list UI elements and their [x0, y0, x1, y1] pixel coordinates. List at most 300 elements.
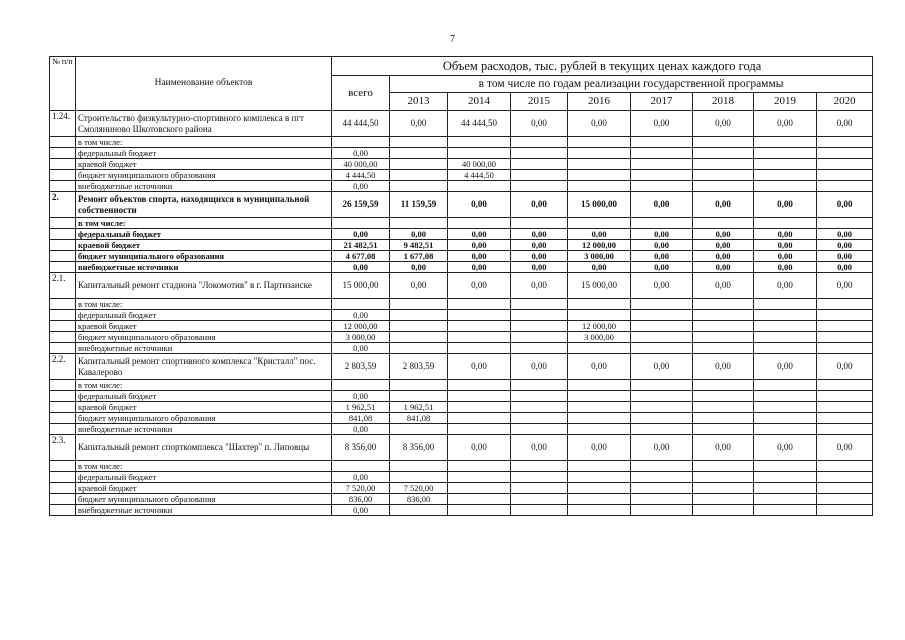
row-number [50, 310, 76, 321]
row-name: краевой бюджет [76, 483, 332, 494]
header-num: № п/п [50, 57, 76, 111]
row-name: федеральный бюджет [76, 229, 332, 240]
row-number [50, 402, 76, 413]
row-year-value [817, 380, 873, 391]
row-year-value [448, 472, 511, 483]
header-year: 2019 [754, 93, 817, 111]
row-year-value: 0,00 [754, 435, 817, 461]
row-year-value: 0,00 [817, 354, 873, 380]
row-year-value [693, 299, 754, 310]
row-year-value [817, 424, 873, 435]
row-year-value [754, 483, 817, 494]
row-year-value [817, 402, 873, 413]
row-year-value [568, 472, 631, 483]
row-year-value [631, 181, 693, 192]
row-year-value [390, 137, 448, 148]
row-year-value [568, 424, 631, 435]
row-year-value [693, 494, 754, 505]
row-year-value [817, 494, 873, 505]
row-number [50, 494, 76, 505]
row-number [50, 218, 76, 229]
table-body [50, 111, 873, 516]
row-year-value [448, 483, 511, 494]
row-year-value [390, 299, 448, 310]
row-year-value: 0,00 [631, 354, 693, 380]
row-total: 0,00 [332, 262, 390, 273]
row-year-value [390, 310, 448, 321]
row-number: 2.1. [50, 273, 76, 299]
row-year-value: 0,00 [511, 229, 568, 240]
row-year-value: 0,00 [448, 229, 511, 240]
header-year: 2020 [817, 93, 873, 111]
table-row-source [50, 380, 873, 391]
row-year-value [754, 181, 817, 192]
row-year-value [448, 332, 511, 343]
row-year-value: 0,00 [693, 273, 754, 299]
row-year-value [511, 159, 568, 170]
row-year-value [754, 148, 817, 159]
row-year-value: 836,00 [390, 494, 448, 505]
row-year-value: 0,00 [568, 229, 631, 240]
row-year-value: 15 000,00 [568, 273, 631, 299]
row-year-value: 0,00 [693, 435, 754, 461]
row-total: 0,00 [332, 472, 390, 483]
row-year-value [754, 299, 817, 310]
row-year-value [817, 170, 873, 181]
row-year-value [511, 299, 568, 310]
row-year-value [511, 310, 568, 321]
row-year-value [693, 137, 754, 148]
row-year-value: 9 482,51 [390, 240, 448, 251]
row-number [50, 391, 76, 402]
row-year-value: 1 677,08 [390, 251, 448, 262]
row-year-value [568, 483, 631, 494]
row-year-value [511, 461, 568, 472]
row-name: федеральный бюджет [76, 472, 332, 483]
row-year-value [631, 137, 693, 148]
row-name: бюджет муниципального образования [76, 332, 332, 343]
row-year-value [390, 170, 448, 181]
row-year-value: 0,00 [448, 251, 511, 262]
row-year-value: 12 000,00 [568, 321, 631, 332]
row-name: внебюджетные источники [76, 181, 332, 192]
row-year-value [511, 391, 568, 402]
row-year-value: 0,00 [390, 229, 448, 240]
row-name: в том числе: [76, 380, 332, 391]
row-year-value: 0,00 [448, 262, 511, 273]
table-row-source [50, 391, 873, 402]
row-year-value [631, 391, 693, 402]
row-year-value: 0,00 [631, 435, 693, 461]
row-year-value: 0,00 [817, 435, 873, 461]
row-year-value [390, 343, 448, 354]
row-year-value [511, 413, 568, 424]
row-year-value [693, 380, 754, 391]
row-year-value [448, 137, 511, 148]
row-total: 0,00 [332, 424, 390, 435]
row-year-value: 0,00 [817, 262, 873, 273]
table-row-source [50, 170, 873, 181]
row-year-value [390, 159, 448, 170]
row-year-value [448, 380, 511, 391]
row-name: Капитальный ремонт спортивного комплекса "Кристалл" пос. Кавалерово [76, 354, 332, 380]
row-year-value [631, 505, 693, 516]
row-year-value: 3 000,00 [568, 251, 631, 262]
row-year-value: 12 000,00 [568, 240, 631, 251]
row-year-value [631, 402, 693, 413]
row-total: 841,08 [332, 413, 390, 424]
row-name: в том числе: [76, 218, 332, 229]
row-year-value: 0,00 [568, 435, 631, 461]
row-number [50, 483, 76, 494]
table-row-source [50, 483, 873, 494]
row-year-value: 0,00 [754, 229, 817, 240]
row-year-value [817, 321, 873, 332]
row-name: краевой бюджет [76, 321, 332, 332]
row-total: 1 962,51 [332, 402, 390, 413]
row-year-value: 15 000,00 [568, 192, 631, 218]
table-row-source [50, 494, 873, 505]
row-year-value: 0,00 [390, 111, 448, 137]
row-year-value: 0,00 [448, 192, 511, 218]
row-year-value [568, 413, 631, 424]
row-year-value: 0,00 [693, 111, 754, 137]
table-row-source [50, 181, 873, 192]
row-total: 0,00 [332, 310, 390, 321]
table-row-source [50, 402, 873, 413]
row-year-value: 0,00 [568, 111, 631, 137]
row-name: федеральный бюджет [76, 310, 332, 321]
page-number: 7 [450, 34, 455, 45]
row-year-value [693, 181, 754, 192]
row-year-value [754, 424, 817, 435]
table-row-source [50, 505, 873, 516]
row-year-value [754, 310, 817, 321]
row-year-value [631, 321, 693, 332]
row-total [332, 380, 390, 391]
row-year-value [511, 402, 568, 413]
row-name: бюджет муниципального образования [76, 413, 332, 424]
row-year-value: 0,00 [568, 354, 631, 380]
row-year-value [631, 380, 693, 391]
row-year-value [568, 181, 631, 192]
table-row-source [50, 218, 873, 229]
row-year-value [817, 181, 873, 192]
row-number [50, 332, 76, 343]
row-year-value: 44 444,50 [448, 111, 511, 137]
row-year-value: 0,00 [511, 435, 568, 461]
row-year-value: 0,00 [754, 192, 817, 218]
row-year-value [754, 332, 817, 343]
row-total: 0,00 [332, 229, 390, 240]
row-year-value: 3 000,00 [568, 332, 631, 343]
row-year-value [693, 321, 754, 332]
row-total: 0,00 [332, 181, 390, 192]
row-year-value: 0,00 [693, 262, 754, 273]
row-number: 1.24. [50, 111, 76, 137]
row-year-value [568, 380, 631, 391]
row-year-value: 0,00 [448, 435, 511, 461]
row-year-value [390, 505, 448, 516]
row-number [50, 137, 76, 148]
row-year-value: 0,00 [511, 262, 568, 273]
row-year-value [631, 299, 693, 310]
row-number [50, 251, 76, 262]
header-years-caption: в том числе по годам реализации государственной программы [390, 76, 873, 93]
row-year-value: 0,00 [511, 273, 568, 299]
row-year-value [568, 461, 631, 472]
row-year-value [448, 299, 511, 310]
row-total: 15 000,00 [332, 273, 390, 299]
row-year-value: 0,00 [390, 262, 448, 273]
row-year-value [693, 332, 754, 343]
row-year-value [511, 424, 568, 435]
row-year-value: 0,00 [693, 251, 754, 262]
row-number: 2.3. [50, 435, 76, 461]
row-year-value [568, 402, 631, 413]
row-year-value: 0,00 [511, 240, 568, 251]
row-year-value [568, 218, 631, 229]
row-year-value [631, 218, 693, 229]
row-year-value [754, 391, 817, 402]
table-row-source [50, 137, 873, 148]
row-year-value [448, 321, 511, 332]
row-year-value: 0,00 [511, 192, 568, 218]
row-year-value [568, 159, 631, 170]
row-name: внебюджетные источники [76, 424, 332, 435]
table-row-source [50, 229, 873, 240]
row-total: 4 444,50 [332, 170, 390, 181]
row-total: 3 000,00 [332, 332, 390, 343]
table-row-source [50, 472, 873, 483]
row-year-value [448, 148, 511, 159]
row-year-value [631, 148, 693, 159]
row-year-value [631, 413, 693, 424]
row-year-value [511, 380, 568, 391]
row-year-value [511, 505, 568, 516]
row-year-value [390, 218, 448, 229]
row-year-value [448, 461, 511, 472]
row-year-value [448, 310, 511, 321]
row-year-value [817, 483, 873, 494]
row-name: бюджет муниципального образования [76, 251, 332, 262]
table-row-source [50, 262, 873, 273]
row-year-value: 40 000,00 [448, 159, 511, 170]
expenditure-table [49, 56, 873, 516]
header-year: 2013 [390, 93, 448, 111]
row-year-value [448, 413, 511, 424]
row-year-value [631, 343, 693, 354]
row-year-value [817, 148, 873, 159]
row-year-value [448, 494, 511, 505]
row-year-value [754, 413, 817, 424]
row-year-value [693, 159, 754, 170]
row-year-value: 0,00 [693, 192, 754, 218]
header-year: 2015 [511, 93, 568, 111]
row-year-value [754, 218, 817, 229]
row-year-value: 0,00 [631, 229, 693, 240]
row-year-value [568, 343, 631, 354]
row-year-value [693, 391, 754, 402]
row-year-value [631, 170, 693, 181]
row-year-value [568, 170, 631, 181]
row-year-value [693, 148, 754, 159]
row-year-value [568, 310, 631, 321]
row-year-value: 0,00 [511, 111, 568, 137]
row-name: бюджет муниципального образования [76, 170, 332, 181]
row-year-value [511, 343, 568, 354]
row-number [50, 170, 76, 181]
row-number [50, 472, 76, 483]
table-row-source [50, 413, 873, 424]
row-year-value [817, 310, 873, 321]
row-year-value [693, 505, 754, 516]
row-name: краевой бюджет [76, 240, 332, 251]
row-number [50, 424, 76, 435]
row-year-value: 1 962,51 [390, 402, 448, 413]
row-number [50, 413, 76, 424]
row-year-value [511, 137, 568, 148]
row-year-value: 0,00 [631, 251, 693, 262]
row-year-value: 0,00 [754, 240, 817, 251]
row-name: внебюджетные источники [76, 262, 332, 273]
row-year-value: 0,00 [631, 273, 693, 299]
row-name: в том числе: [76, 299, 332, 310]
row-year-value [754, 343, 817, 354]
row-year-value [390, 424, 448, 435]
row-number [50, 299, 76, 310]
row-total: 26 159,59 [332, 192, 390, 218]
row-year-value [511, 472, 568, 483]
row-year-value: 0,00 [693, 240, 754, 251]
row-total: 2 803,59 [332, 354, 390, 380]
row-year-value [511, 148, 568, 159]
row-total: 7 520,00 [332, 483, 390, 494]
row-name: краевой бюджет [76, 159, 332, 170]
row-name: краевой бюджет [76, 402, 332, 413]
row-year-value [631, 424, 693, 435]
row-year-value [817, 505, 873, 516]
row-total: 0,00 [332, 505, 390, 516]
row-year-value [448, 424, 511, 435]
row-total: 0,00 [332, 391, 390, 402]
row-year-value: 0,00 [754, 251, 817, 262]
row-year-value [390, 391, 448, 402]
row-year-value [754, 380, 817, 391]
row-year-value [693, 461, 754, 472]
row-year-value [693, 218, 754, 229]
row-total: 12 000,00 [332, 321, 390, 332]
row-year-value [448, 181, 511, 192]
row-year-value [448, 391, 511, 402]
row-year-value [693, 402, 754, 413]
row-year-value [511, 332, 568, 343]
row-year-value: 0,00 [817, 240, 873, 251]
row-year-value [631, 159, 693, 170]
row-total: 836,00 [332, 494, 390, 505]
row-name: внебюджетные источники [76, 343, 332, 354]
row-total: 21 482,51 [332, 240, 390, 251]
row-year-value: 0,00 [390, 273, 448, 299]
row-year-value [390, 321, 448, 332]
row-number [50, 505, 76, 516]
row-year-value [390, 461, 448, 472]
row-year-value [390, 332, 448, 343]
row-year-value [754, 472, 817, 483]
row-number: 2. [50, 192, 76, 218]
row-year-value [754, 494, 817, 505]
header-year: 2016 [568, 93, 631, 111]
row-year-value: 0,00 [631, 111, 693, 137]
header-volume: Объем расходов, тыс. рублей в текущих ценах каждого года [332, 57, 873, 76]
row-year-value [448, 505, 511, 516]
table-row-source [50, 321, 873, 332]
row-number [50, 181, 76, 192]
row-year-value [817, 137, 873, 148]
row-number [50, 240, 76, 251]
row-year-value: 8 356,00 [390, 435, 448, 461]
row-name: Капитальный ремонт стадиона "Локомотив" в г. Партизанске [76, 273, 332, 299]
row-year-value [817, 413, 873, 424]
table-row-source [50, 240, 873, 251]
row-name: бюджет муниципального образования [76, 494, 332, 505]
row-year-value: 2 803,59 [390, 354, 448, 380]
row-year-value [754, 402, 817, 413]
row-year-value [568, 148, 631, 159]
row-name: в том числе: [76, 461, 332, 472]
table-row-source [50, 461, 873, 472]
row-total [332, 218, 390, 229]
row-total [332, 137, 390, 148]
row-number [50, 229, 76, 240]
row-year-value [511, 483, 568, 494]
row-year-value [817, 391, 873, 402]
row-year-value: 0,00 [511, 251, 568, 262]
row-year-value [693, 170, 754, 181]
row-number [50, 343, 76, 354]
row-year-value [390, 472, 448, 483]
row-year-value [448, 343, 511, 354]
row-year-value [568, 391, 631, 402]
row-year-value [631, 494, 693, 505]
row-year-value [693, 483, 754, 494]
row-year-value [511, 494, 568, 505]
table-row-source [50, 332, 873, 343]
row-year-value [693, 310, 754, 321]
row-year-value [390, 181, 448, 192]
row-year-value: 0,00 [754, 354, 817, 380]
row-number [50, 321, 76, 332]
row-year-value: 0,00 [448, 354, 511, 380]
row-name: в том числе: [76, 137, 332, 148]
row-year-value: 7 520,00 [390, 483, 448, 494]
row-year-value: 0,00 [693, 354, 754, 380]
row-year-value [568, 299, 631, 310]
row-year-value [511, 181, 568, 192]
row-name: Капитальный ремонт спорткомплекса "Шахтер" п. Липовцы [76, 435, 332, 461]
row-year-value: 0,00 [817, 192, 873, 218]
row-year-value [693, 343, 754, 354]
row-year-value: 0,00 [568, 262, 631, 273]
table-row-source [50, 299, 873, 310]
row-total: 40 000,00 [332, 159, 390, 170]
row-year-value [817, 461, 873, 472]
row-year-value: 0,00 [817, 251, 873, 262]
row-year-value [631, 472, 693, 483]
row-year-value [568, 505, 631, 516]
row-name: Строительство физкультурно-спортивного комплекса в пгт Смоляниново Шкотовского района [76, 111, 332, 137]
row-year-value: 0,00 [631, 262, 693, 273]
